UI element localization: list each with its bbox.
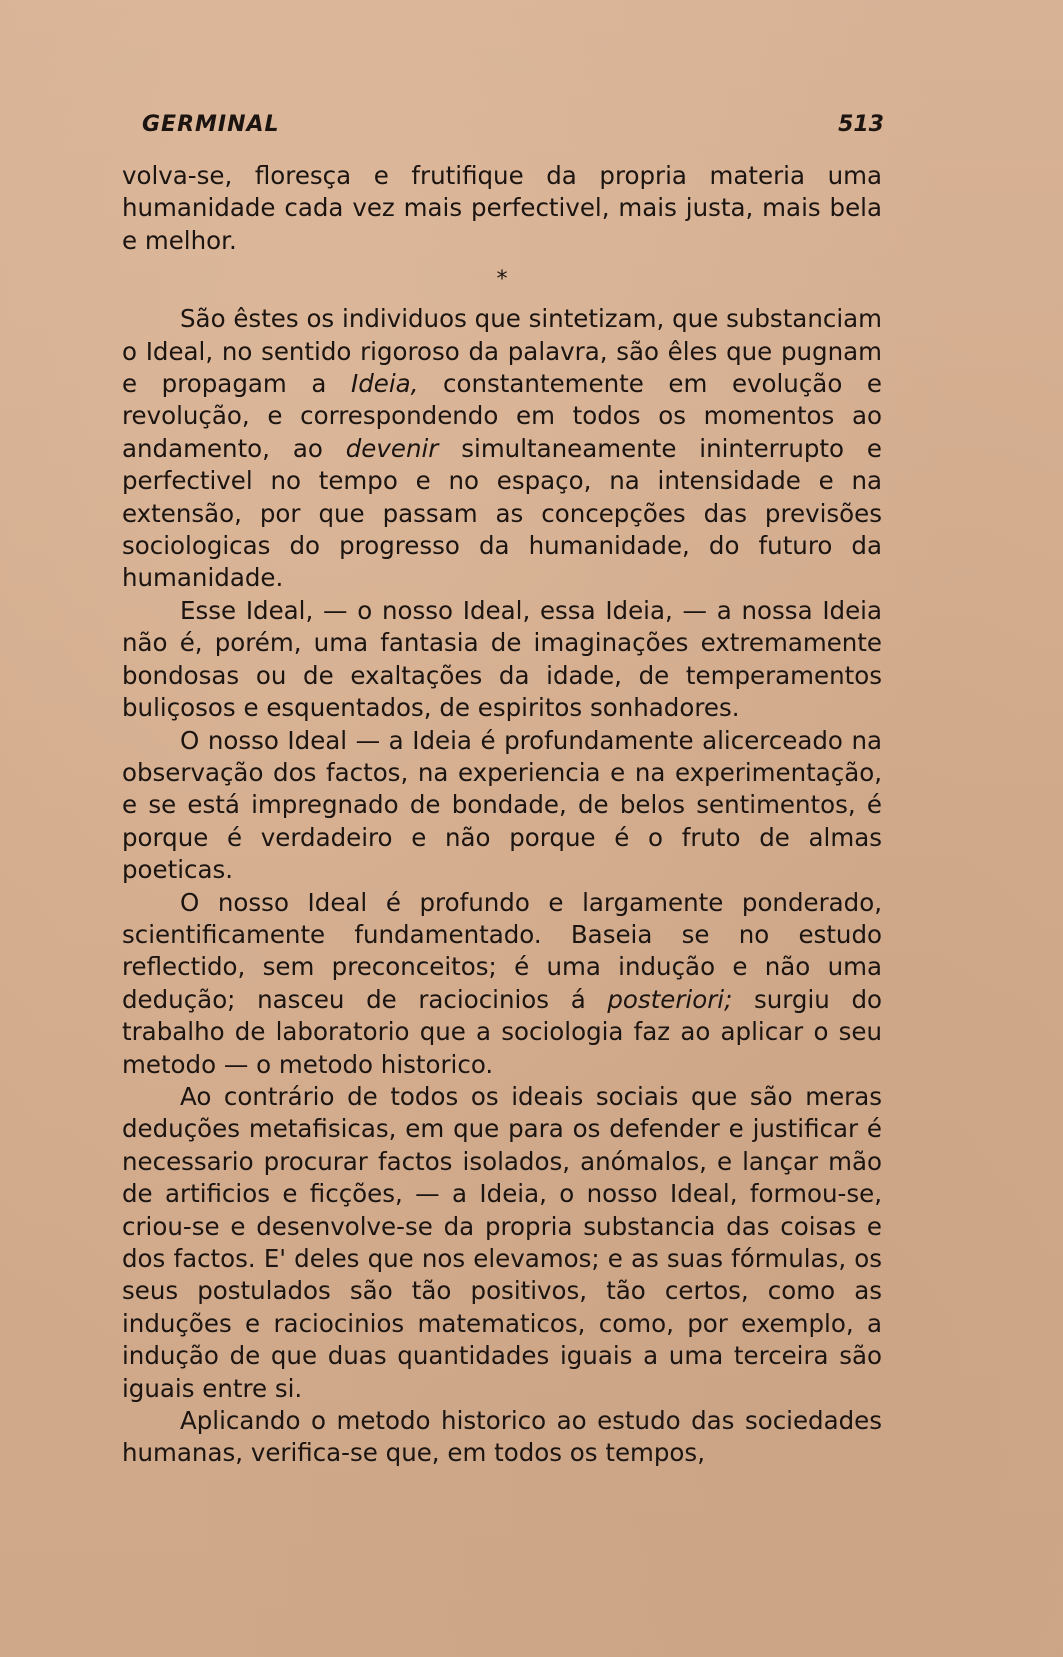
paragraph-continued: volva-se, floresça e frutifique da propria materia uma humanidade cada vez mais perfectivel, mais justa, mais bela e melhor. [122, 161, 882, 255]
paragraph: Ao contrário de todos os ideais sociais que são meras deduções metafisicas, em que para os defender e justificar é necessario procurar factos isolados, anómalos, e lançar mão de artificios e ficções, — a Ideia, o nosso Ideal, formou-se, criou-se e desenvolve-se da propria substancia das coisas e dos factos. E' deles que nos elevamos; e as suas fórmulas, os seus postulados são tão positivos, tão certos, como as induções e raciocinios matematicos, como, por exemplo, a indução de que duas quantidades iguais a uma terceira são iguais entre si. [122, 1081, 882, 1403]
paragraph: Esse Ideal, — o nosso Ideal, essa Ideia, — a nossa Ideia não é, porém, uma fantasia de imaginações extremamente bondosas ou de exaltações da idade, de temperamentos buliçosos e esquentados, de espiritos sonhadores. [122, 595, 882, 723]
text-run: São êstes os individuos que sintetizam, que substanciam o Ideal, no sentido rigoroso da palavra, são êles que pugnam e propagam a [122, 304, 882, 399]
text-run: O nosso Ideal é profundo e largamente ponderado, scientificamente fundamentado. Baseia se no estudo reflectido, sem preconceitos; é uma indução e não uma dedução; nasceu de raciocinios á [122, 887, 882, 1014]
paragraph [122, 303, 882, 595]
body-text [122, 160, 882, 1470]
italic-term: Ideia, [350, 369, 419, 399]
section-separator: * [496, 267, 508, 293]
paragraph: Aplicando o metodo historico ao estudo das sociedades humanas, verifica-se que, em todos os tempos, [122, 1406, 882, 1468]
page-number: 513 [838, 112, 884, 137]
paragraph: O nosso Ideal — a Ideia é profundamente alicerceado na observação dos factos, na experiencia e na experimentação, e se está impregnado de bondade, de belos sentimentos, é porque é verdadeiro e não porque é o fruto de almas poeticas. [122, 725, 882, 885]
italic-term: posteriori; [607, 984, 733, 1014]
text-run: surgiu do trabalho de laboratorio que a sociologia faz ao aplicar o seu metodo — o metodo historico. [122, 984, 882, 1079]
running-header [142, 112, 884, 142]
italic-term: devenir [345, 433, 439, 463]
text-run: constantemente em evolução e revolução, e correspondendo em todos os momentos ao andamento, ao [122, 369, 882, 463]
paragraph [122, 887, 882, 1081]
running-title: GERMINAL [142, 112, 280, 137]
text-run: simultaneamente ininterrupto e perfectivel no tempo e no espaço, na intensidade e na extensão, por que passam as concepções das previsões sociologicas do progresso da humanidade, do futuro da humanidade. [122, 433, 882, 593]
